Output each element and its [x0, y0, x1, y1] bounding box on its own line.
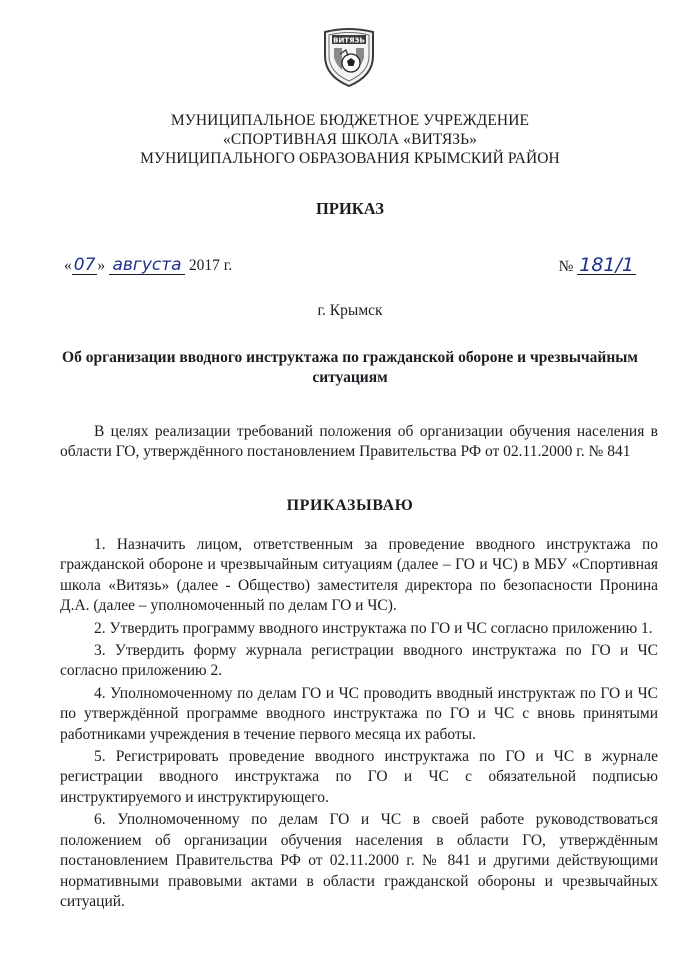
order-subject: Об организации вводного инструктажа по гражданской обороне и чрезвычайным ситуациям [62, 349, 638, 386]
order-item-1: 1. Назначить лицом, ответственным за проведение вводного инструктажа по гражданской обороне и чрезвычайным ситуациям (далее – ГО и ЧС) в МБУ «Спортивная школа «Витязь» (далее - Общество) заместителя директора по безопасности Пронина Д.А. (далее – уполномоченный по делам ГО и ЧС). [60, 536, 658, 615]
order-items [60, 535, 658, 914]
logo-text: ВИТЯЗЬ [333, 36, 365, 45]
org-line-1: МУНИЦИПАЛЬНОЕ БЮДЖЕТНОЕ УЧРЕЖДЕНИЕ [170, 112, 530, 129]
order-number [559, 256, 636, 276]
preamble: В целях реализации требований положения об организации обучения населения в области ГО, утверждённого постановлением Правительства РФ от 02.11.2000 г. № 841 [60, 423, 658, 460]
date-day: 07 [73, 255, 96, 275]
document-title: ПРИКАЗ [316, 199, 384, 218]
number-prefix: № [558, 258, 574, 275]
order-item-6: 6. Уполномоченному по делам ГО и ЧС в своей работе руководствоваться положением об организации обучения населения в области ГО, утверждённым постановлением Правительства РФ от 02.11.2000 г. № 841 и другими действующими нормативными правовыми актами в области гражданской обороны и чрезвычайных ситуаций. [60, 811, 658, 910]
order-date [64, 256, 232, 275]
city: г. Крымск [317, 302, 383, 319]
order-item-3: 3. Утвердить форму журнала регистрации вводного инструктажа по ГО и ЧС согласно приложению 2. [60, 642, 658, 680]
order-item-5: 5. Регистрировать проведение вводного инструктажа по ГО и ЧС в журнале регистрации вводного инструктажа по ГО и ЧС с обязательной подписью инструктируемого и инструктирующего. [60, 748, 658, 806]
organization-name [0, 111, 700, 168]
date-year: 2017 г. [188, 257, 233, 274]
school-crest-logo [320, 26, 378, 88]
date-number-row [64, 254, 636, 284]
order-heading: ПРИКАЗЫВАЮ [286, 497, 414, 514]
org-line-2: «СПОРТИВНАЯ ШКОЛА «ВИТЯЗЬ» [223, 131, 477, 148]
date-month: августа [109, 256, 185, 275]
order-item-2: 2. Утвердить программу вводного инструктажа по ГО и ЧС согласно приложению 1. [94, 619, 653, 637]
date-open-quote: « [64, 257, 72, 274]
org-line-3: МУНИЦИПАЛЬНОГО ОБРАЗОВАНИЯ КРЫМСКИЙ РАЙОН [140, 150, 560, 167]
date-close-quote: » [97, 257, 106, 274]
number-value: 181/1 [579, 254, 634, 276]
order-item-4: 4. Уполномоченному по делам ГО и ЧС проводить вводный инструктаж по ГО и ЧС по утверждённой программе вводного инструктажа по ГО и ЧС с вновь принятыми работниками учреждения в течение первого месяца их работы. [60, 684, 658, 743]
